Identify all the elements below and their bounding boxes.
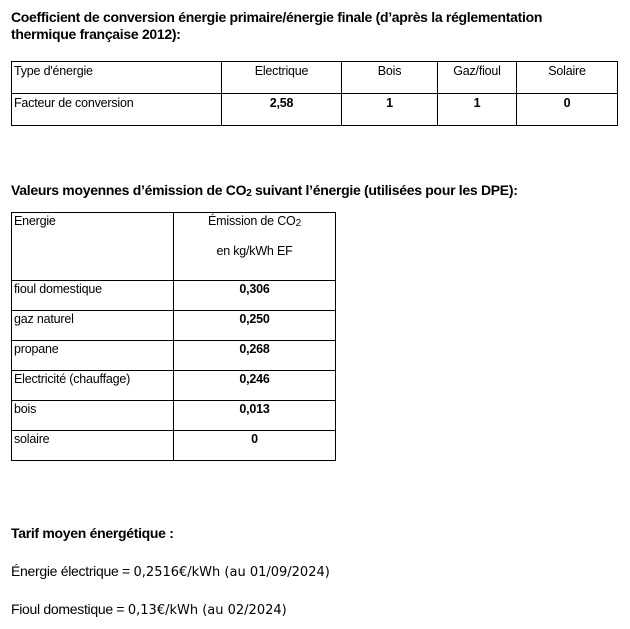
- co2-emission-table: [11, 212, 336, 461]
- emission-value: 0,250: [174, 311, 336, 341]
- emission-value: 0,013: [174, 401, 336, 431]
- table-row: [12, 371, 336, 401]
- header-cell-energie: Energie: [12, 213, 174, 281]
- emission-value: 0: [174, 431, 336, 461]
- table-row: [12, 94, 618, 126]
- header-cell: Gaz/fioul: [438, 62, 517, 94]
- header-cell-emission: Émission de $CO_2$ en kg/kWh EF: [174, 213, 336, 281]
- electric-tarif-line: [11, 563, 330, 580]
- conversion-coefficient-heading: [11, 9, 621, 43]
- tarif-label: Énergie électrique =: [11, 563, 134, 579]
- tarif-value: 0,2516€/kWh (au 01/09/2024): [133, 565, 330, 580]
- tarif-heading: Tarif moyen énergétique :: [11, 525, 174, 541]
- header-cell: Solaire: [517, 62, 618, 94]
- energy-name: Electricité (chauffage): [12, 371, 174, 401]
- value-cell: 1: [342, 94, 438, 126]
- conversion-factor-table: [11, 61, 618, 126]
- emission-value: 0,246: [174, 371, 336, 401]
- table-row: [12, 401, 336, 431]
- emission-value: 0,306: [174, 281, 336, 311]
- table-header-row: [12, 213, 336, 281]
- energy-name: fioul domestique: [12, 281, 174, 311]
- heading-line-2: thermique française 2012):: [11, 26, 181, 42]
- row-label: Facteur de conversion: [12, 94, 222, 126]
- emission-value: 0,268: [174, 341, 336, 371]
- fioul-tarif-line: [11, 601, 287, 618]
- table-header-row: [12, 62, 618, 94]
- header-cell: Electrique: [222, 62, 342, 94]
- value-cell: 1: [438, 94, 517, 126]
- header-cell: Type d'énergie: [12, 62, 222, 94]
- header-cell: Bois: [342, 62, 438, 94]
- energy-name: propane: [12, 341, 174, 371]
- table-row: [12, 341, 336, 371]
- table-row: [12, 311, 336, 341]
- value-cell: 2,58: [222, 94, 342, 126]
- energy-name: bois: [12, 401, 174, 431]
- co2-emission-heading: Valeurs moyennes d’émission de $CO_2$ suivant l’énergie (utilisées pour les DPE):: [11, 182, 518, 199]
- tarif-value: 0,13€/kWh (au 02/2024): [127, 603, 287, 618]
- heading-line-1: Coefficient de conversion énergie primaire/énergie finale (d’après la réglementation: [11, 9, 543, 25]
- table-row: [12, 281, 336, 311]
- energy-name: gaz naturel: [12, 311, 174, 341]
- tarif-label: Fioul domestique =: [11, 601, 128, 617]
- value-cell: 0: [517, 94, 618, 126]
- energy-name: solaire: [12, 431, 174, 461]
- table-row: [12, 431, 336, 461]
